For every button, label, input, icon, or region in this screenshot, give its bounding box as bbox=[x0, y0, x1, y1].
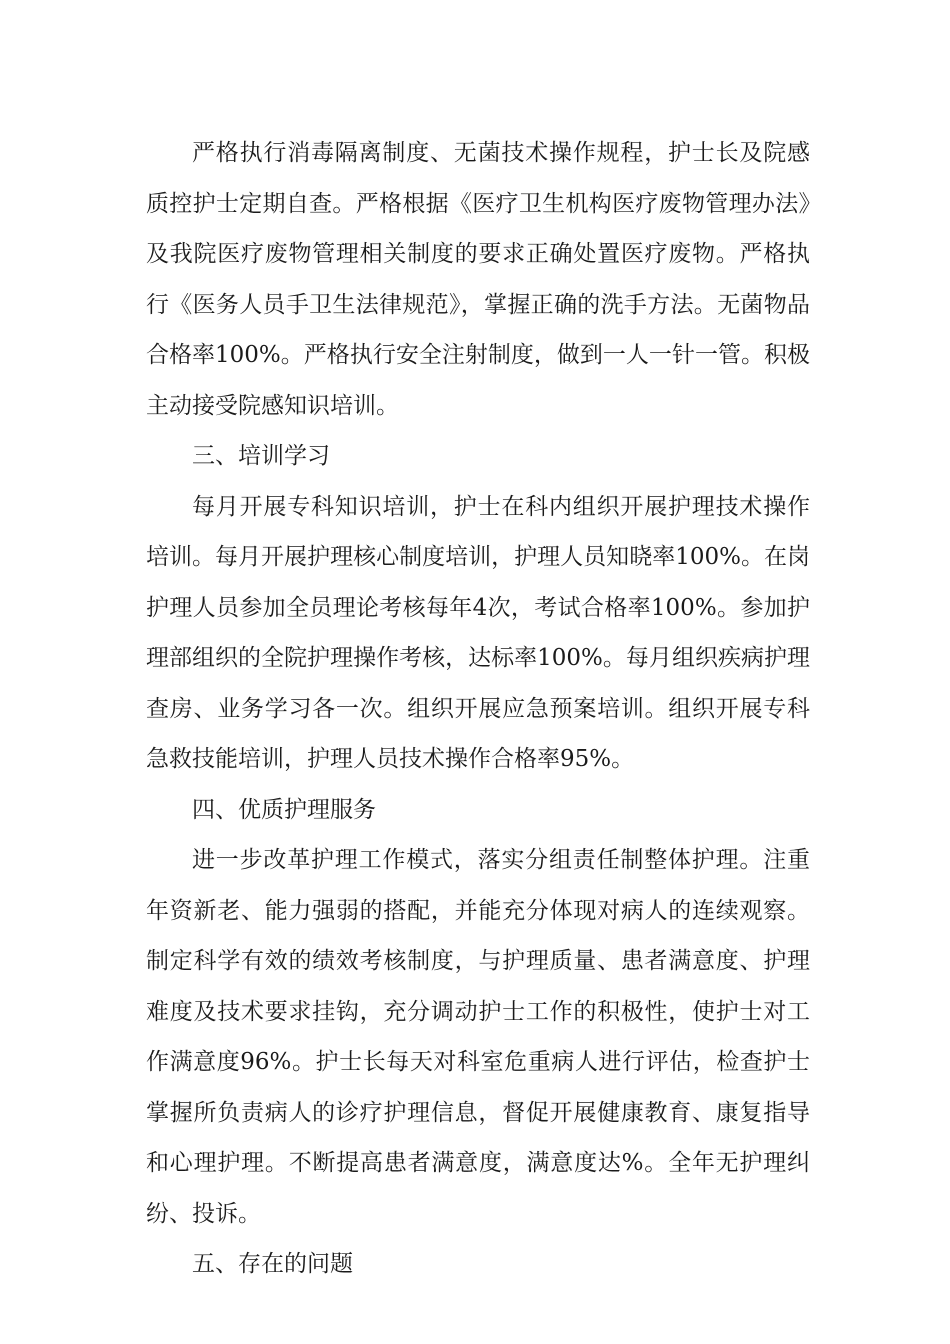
document-body bbox=[146, 128, 810, 1290]
section-heading-problems: 五、存在的问题 bbox=[192, 1251, 353, 1277]
section-heading-quality-service: 四、优质护理服务 bbox=[192, 796, 376, 823]
paragraph-quality-service: 进一步改革护理工作模式，落实分组责任制整体护理。注重年资新老、能力强弱的搭配，并能充分体现对病人的连续观察。制定科学有效的绩效考核制度，与护理质量、患者满意度、护理难度及技术要求挂钩，充分调动护士工作的积极性，使护士对工作满意度96%。护士长每天对科室危重病人进行评估，检查护士掌握所负责病人的诊疗护理信息，督促开展健康教育、康复指导和心理护理。不断提高患者满意度，满意度达%。全年无护理纠纷、投诉。 bbox=[146, 847, 810, 1227]
section-heading-training: 三、培训学习 bbox=[192, 443, 330, 469]
paragraph-training: 每月开展专科知识培训，护士在科内组织开展护理技术操作培训。每月开展护理核心制度培训，护理人员知晓率100%。在岗护理人员参加全员理论考核每年4次，考试合格率100%。参加护理部组织的全院护理操作考核，达标率100%。每月组织疾病护理查房、业务学习各一次。组织开展应急预案培训。组织开展专科急救技能培训，护理人员技术操作合格率95%。 bbox=[146, 493, 810, 772]
paragraph-infection-control: 严格执行消毒隔离制度、无菌技术操作规程，护士长及院感质控护士定期自查。严格根据《医疗卫生机构医疗废物管理办法》及我院医疗废物管理相关制度的要求正确处置医疗废物。严格执行《医务人员手卫生法律规范》，掌握正确的洗手方法。无菌物品合格率100%。严格执行安全注射制度，做到一人一针一管。积极主动接受院感知识培训。 bbox=[146, 140, 810, 419]
